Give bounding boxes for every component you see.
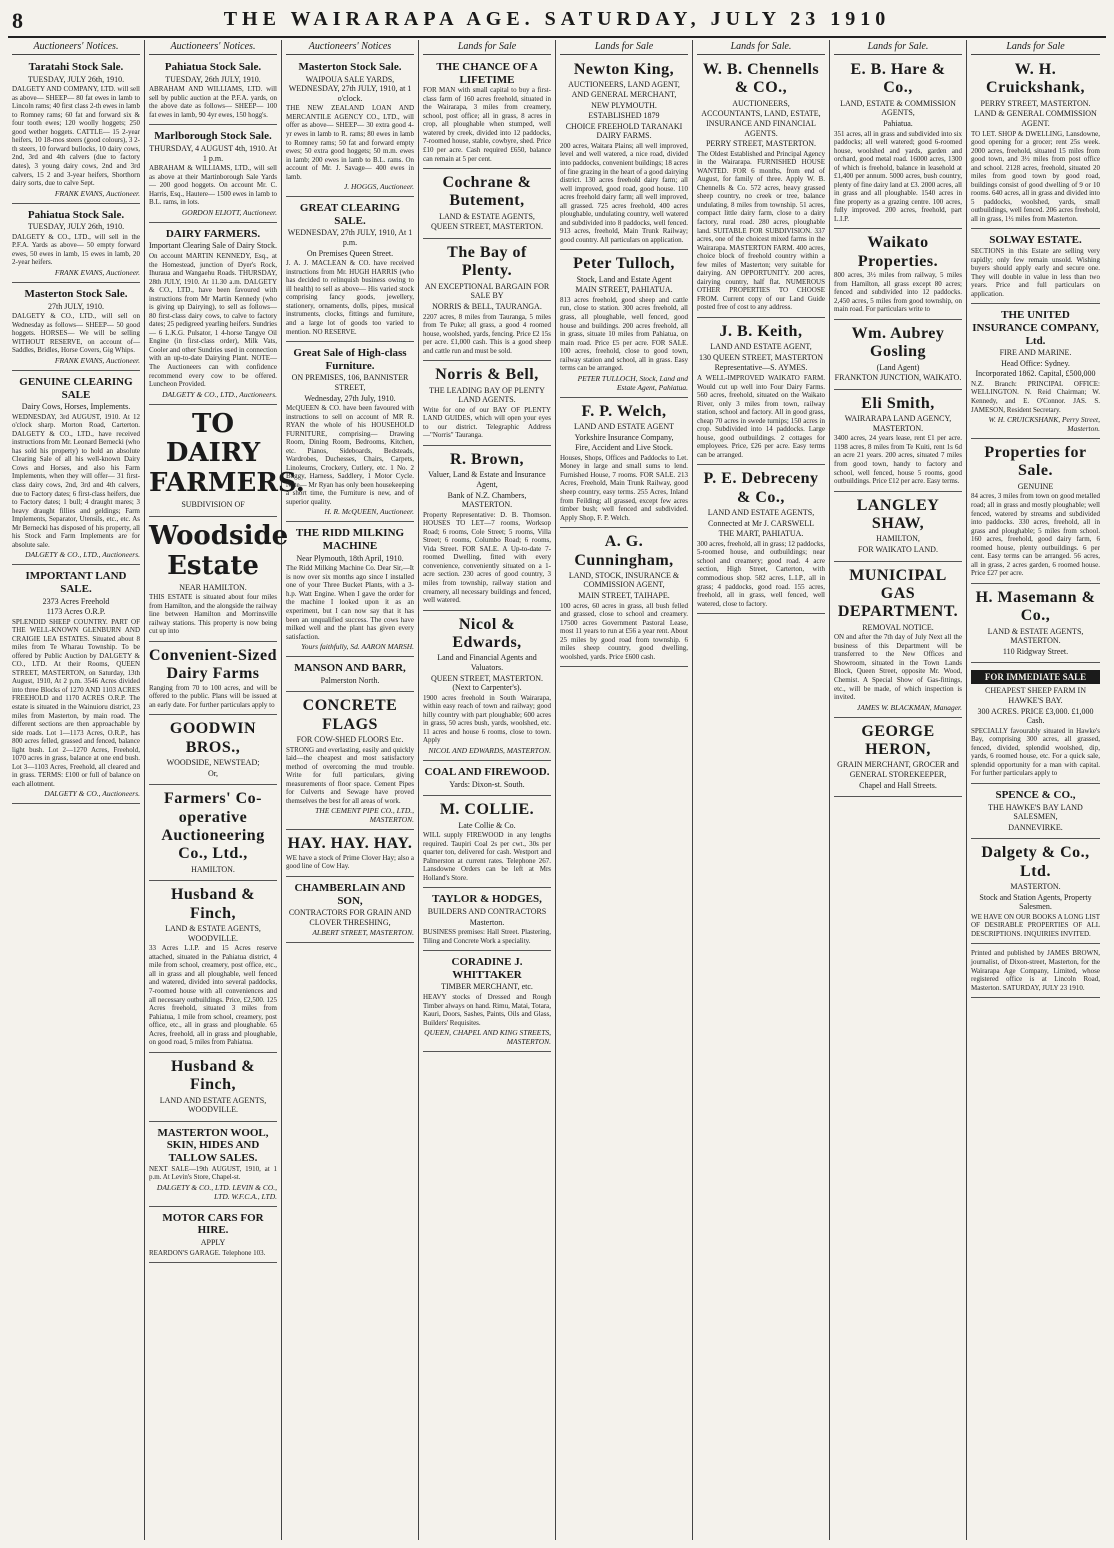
ad-body-text: WE HAVE ON OUR BOOKS A LONG LIST OF DESIRABLE PROPERTIES OF ALL DESCRIPTIONS. INQUIRIES INVITED. xyxy=(971,912,1100,938)
advertisement xyxy=(149,519,289,642)
ad-body-text: A WELL-IMPROVED WAIKATO FARM. Would cut up well into Four Dairy Farms. 560 acres, freehold, situated on the Waikato River, only 3 miles from town, railway station, school and factory. All in good grass, cheap 70 acres in swede turnips; 150 acres in crop. Subdivided into 14 paddocks. Large house, good outbuildings. 2 cottages for employees. Price, £26 per acre. Easy terms can be arranged. xyxy=(697,374,825,459)
ad-body-text: 3400 acres, 24 years lease, rent £1 per acre. 1198 acres, 8 miles from Te Kuiti, rent 1s 6d an acre 21 years. 200 acres, situated 7 miles from good town, handy to factory and school, well fenced, house 5 rooms, good outbuildings. Price £12 per acre. Easy terms. xyxy=(834,434,962,486)
ad-signature: JAMES W. BLACKMAN, Manager. xyxy=(856,702,962,712)
ad-title: P. E. Debreceny & Co., xyxy=(703,470,819,506)
ad-subtitle: Late Collie & Co. xyxy=(458,820,516,830)
ad-title: MANSON AND BARR, xyxy=(294,662,406,675)
ad-subtitle: Important Clearing Sale of Dairy Stock. xyxy=(149,241,277,251)
advertisement xyxy=(971,58,1100,229)
ad-subtitle: Connected at Mr J. CARSWELL xyxy=(708,518,814,528)
advertisement xyxy=(149,1209,277,1263)
ad-subtitle: DANNEVIRKE. xyxy=(1008,822,1063,832)
ad-subtitle: LAND AND ESTATE AGENT, xyxy=(710,342,812,352)
column-8 xyxy=(967,40,1104,1540)
ad-signature: THE CEMENT PIPE CO., LTD., MASTERTON. xyxy=(315,806,414,825)
advertisement xyxy=(834,720,962,798)
ad-body-text: 100 acres, 60 acres in grass, all bush felled and grassed, close to school and creamery. 17500 acres Government Pastoral Lease, most 11 years to run at £56 a year rent. About 25 miles by good road from township. 6 miles sheep country, good dwelling, woolshed, yards. Price £600 cash. xyxy=(560,601,688,661)
ad-title: Marlborough Stock Sale. xyxy=(154,130,272,143)
ad-subtitle: Representative—S. AYMES. xyxy=(714,363,808,373)
ad-subtitle: THE LEADING BAY OF PLENTY LAND AGENTS. xyxy=(429,385,545,405)
ad-subtitle: LAND, ESTATE & COMMISSION AGENTS, xyxy=(840,98,956,118)
ad-subtitle: TUESDAY, JULY 26th, 1910. xyxy=(27,222,125,232)
ad-subtitle: Masterton. xyxy=(469,917,505,927)
advertisement xyxy=(149,127,277,222)
ad-subtitle: LAND, STOCK, INSURANCE & COMMISSION AGENT, xyxy=(568,570,680,590)
ad-subtitle: 2373 Acres Freehold xyxy=(42,596,110,606)
advertisement xyxy=(834,564,962,718)
ad-subtitle: 130 QUEEN STREET, MASTERTON xyxy=(698,352,824,362)
advertisement xyxy=(423,763,551,796)
ad-subtitle: WEDNESDAY, 27th JULY, 1910, At 1 p.m. xyxy=(287,228,413,248)
ad-signature: DALGETY & CO., LTD., Auctioneers. xyxy=(162,389,277,399)
column-4 xyxy=(419,40,556,1540)
column-3 xyxy=(282,40,419,1540)
column-2 xyxy=(145,40,305,1540)
ad-body-text: THIS ESTATE is situated about four miles from Hamilton, and the alongside the railway line between Hamilton and Morrinsville railway stations. This property is now being cut up into xyxy=(149,593,277,636)
ad-body-text: WILL supply FIREWOOD in any lengths required. Taupiri Coal 2s per cwt., 30s per quarter ton, delivered for cash. Westport and Palmerston at current rates. Telephone 267. Lansdowne Orders can be left at Mrs Holland's Store. xyxy=(423,831,551,882)
ad-subtitle: Stock, Land and Estate Agent xyxy=(576,274,672,284)
ad-subtitle: BUILDERS AND CONTRACTORS xyxy=(427,906,547,916)
ad-subtitle: MAIN STREET, PAHIATUA. xyxy=(575,285,673,295)
ad-subtitle: Head Office: Sydney. xyxy=(1001,358,1070,368)
ad-body-text: SPLENDID SHEEP COUNTRY. PART OF THE WELL-KNOWN GLENBURN AND CRAIGIE LEA ESTATES. Situated about 8 miles from Te Wharau Township. To be offered by Public Auction by DALGETY & CO., LTD. At their Rooms, QUEEN STREET, MASTERTON, on Saturday, 13th August, 1910, At 2 p.m. 3546 Acres divided into three Blocks of 1270 AND 1103 ACRES FREEHOLD and 1170 ACRES O.R.P. The estate is situated in the Wainuioru district, 23 miles from Masterton, by main road. The different sections are then approachable by side roads. Lot 1—1173 Acres, O.R.P., has 800 acres felled, grassed and fenced, balance light bush. Lot 2—1270 Acres, Freehold, 1070 acres in grass, balance at one end bush. Lot 3—1103 Acres, Freehold, all cleared and in grass. TERMS: £100 or full of balance on each allotment. xyxy=(12,617,140,788)
ad-title: Husband & Finch, xyxy=(170,886,256,922)
ad-subtitle: Stock and Station Agents, Property Salesmen. xyxy=(979,892,1092,912)
advertisement xyxy=(423,798,551,888)
ad-body-text: BUSINESS premises: Hall Street. Plastering, Tiling and Concrete Work a speciality. xyxy=(423,928,551,945)
advertisement xyxy=(423,890,551,951)
ad-title: SOLWAY ESTATE. xyxy=(989,234,1082,247)
ad-title: MOTOR CARS FOR HIRE. xyxy=(162,1211,264,1237)
advertisement xyxy=(560,58,688,250)
advertisement xyxy=(12,58,140,204)
advertisement xyxy=(286,694,414,830)
column-1 xyxy=(8,40,145,1540)
ad-body-text: DALGETY & CO., LTD., will sell on Wednesday as follows— SHEEP— 50 good hoggets. HORSES— We will be selling WITHOUT RESERVE, on account of— Saddles, Bridles, Horse Covers, Gig Whips. xyxy=(12,312,140,355)
advertisement xyxy=(971,841,1100,944)
ad-body-text: HEAVY stocks of Dressed and Rough Timber always on hand. Rimu, Matai, Totara, Kauri, Doors, Sashes, Paints, Oils and Glass, Builders' Requisites. xyxy=(423,993,551,1027)
ad-subtitle: APPLY xyxy=(200,1237,226,1247)
ad-title: THE RIDD MILKING MACHINE xyxy=(295,527,405,553)
ad-signature: J. HOGGS, Auctioneer. xyxy=(343,182,414,192)
ad-title: M. COLLIE. xyxy=(439,801,535,819)
ad-body-text: J. A. J. MACLEAN & CO. have received instructions from Mr. HUGH HARRIS (who has decided to relinquish business owing to ill health) to sell as above— His varied stock comprising fancy goods, jewellery, stationery, ornaments, dolls, pipes, musical instruments, clocks, fittings and furniture, and a large lot of goods too varied to mention. NO RESERVE. xyxy=(286,259,414,336)
ad-subtitle: PERRY STREET, MASTERTON. xyxy=(980,98,1091,108)
advertisement xyxy=(971,441,1100,584)
ad-title: Farmers' Co-operative Auctioneering Co., Ltd., xyxy=(161,790,265,863)
advertisement xyxy=(149,787,277,881)
column-6 xyxy=(693,40,830,1540)
ad-subtitle: WAIPOUA SALE YARDS, WEDNESDAY, 27th JULY, 1910, at 1 o'clock. xyxy=(288,74,412,103)
ad-subtitle: Near Plymouth, 18th April, 1910. xyxy=(296,553,404,563)
ad-subtitle: SUBDIVISION OF xyxy=(181,500,245,510)
ad-subtitle: NEW PLYMOUTH. xyxy=(591,100,657,110)
ad-body-text: FOR MAN with small capital to buy a first-class farm of 160 acres freehold, situated in the Wairarapa, 3 miles from creamery, school, post office; all in grass, 8 acres in crop, all ploughable when stumped, well watered by creek, divided into 12 paddocks, 7-roomed house, stable, cowbyre, shed. Price £10 per acre. Cash required £650, balance can remain at 5 per cent. xyxy=(423,86,551,163)
advertisement xyxy=(12,206,140,283)
ad-title: DAIRY FARMERS. xyxy=(165,227,261,240)
advertisement xyxy=(423,171,551,239)
advertisement xyxy=(286,832,414,876)
ad-signature: H. R. McQUEEN, Auctioneer. xyxy=(324,507,414,517)
ad-body-text: 33 Acres L.I.P. and 15 Acres reserve attached, situated in the Pahiatua district, 4 mile from school, creamery, post office, etc., all in grass and all ploughable, well fenced and watered, divided into several paddocks, 7-roomed house with all conveniences and all necessary outbuildings. Price, £2,500. 125 Acres freehold, situated 3 miles from Pahiatua, 1 mile from school, creamery, post office, etc., all in grass and ploughable. 65 Acres, freehold, all in grass and ploughable, on good road, 5 miles from Pahiatua. xyxy=(149,944,277,1047)
ad-subtitle: Valuer, Land & Estate and Insurance Agent, xyxy=(428,470,546,489)
column-heading: Lands for Sale. xyxy=(834,40,962,55)
advertisement xyxy=(149,644,277,715)
ad-subtitle: LAND AND ESTATE AGENT xyxy=(573,422,675,432)
ad-subtitle: CONTRACTORS FOR GRAIN AND CLOVER THRESHING, xyxy=(288,908,412,927)
ad-title: GOODWIN BROS., xyxy=(169,720,257,756)
advertisement xyxy=(834,494,962,562)
advertisement xyxy=(149,58,277,125)
ad-subtitle: LAND AND ESTATE AGENTS, xyxy=(707,508,815,518)
ad-body-text: DALGETY & CO., LTD., will sell in the P.F.A. Yards as above— 50 empty forward ewes, 50 ewes in lamb, 15 ewes in lamb, 20 2-year heifers. xyxy=(12,232,140,267)
ad-subtitle: Chapel and Hall Streets. xyxy=(859,780,937,790)
ad-body-text: 300 acres, freehold, all in grass; 12 paddocks, 5-roomed house, and outbuildings; near school and creamery; good road. 4 acre section, High Street, Carterton, with commodious shop. 582 acres, L.I.P., all in grass; 4 paddocks, good road. 155 acres, freehold, all in grass, well fenced, well watered, close to factory. xyxy=(697,539,825,608)
advertisement xyxy=(971,231,1100,304)
advertisement xyxy=(149,1055,277,1122)
advertisement xyxy=(12,285,140,371)
advertisement xyxy=(423,613,551,761)
ad-body-text: DALGETY AND COMPANY, LTD. will sell as above— SHEEP— 80 fat ewes in lamb to Lincoln rams; 40 first class 2-th ewes in lamb to Romney rams; 60 fat and forward six & four tooth ewes; 120 woolly hoggets; 250 good wether hoggets. CATTLE— 15 2-year heifers, 10 18-mos steers (good colours), 3 2-th steers, 10 forward bullocks, 10 dairy cows, 2nd, 3rd and 4th calvers (due to factory dates), 3 young dairy cows, 2nd and 3rd calvers, 15 2 and 3-year heifers, Shorthorn dairy sorts, due to calve Sept. xyxy=(12,85,140,188)
ad-signature: GORDON ELIOTT, Auctioneer. xyxy=(181,207,277,217)
ad-subtitle: WOODSIDE, NEWSTEAD; xyxy=(166,758,260,768)
ad-title: COAL AND FIREWOOD. xyxy=(424,765,550,778)
ad-signature: QUEEN, CHAPEL AND KING STREETS, MASTERTON. xyxy=(424,1028,551,1047)
advertisement xyxy=(834,231,962,319)
ad-title: Newton King, xyxy=(573,61,675,78)
ad-subtitle: Pahiatua. xyxy=(883,118,913,128)
ad-title: H. Masemann & Co., xyxy=(975,588,1096,625)
ad-subtitle: NEAR HAMILTON. xyxy=(179,582,247,592)
advertisement xyxy=(971,786,1100,839)
advertisement xyxy=(423,241,551,361)
ad-body-text: 813 acres freehold, good sheep and cattle run, close to station. 300 acres freehold, all grass, all ploughable, well fenced, good house and buildings. 200 acres freehold, all in grass, situate 10 miles from Pahiatua, on main road. Price £5 per acre. FOR SALE. 100 acres, freehold, close to good town, railway station and school, all in grass. Easy terms can be arranged. xyxy=(560,295,688,373)
advertisement xyxy=(423,363,551,446)
ad-body-text: SECTIONS in this Estate are selling very rapidly; only few remain unsold. Wishing buyers should apply early and secure one. They will double in value in less than two years. Price and full particulars on application. xyxy=(971,247,1100,298)
ad-subtitle: ESTABLISHED 1879 xyxy=(588,111,660,121)
advertisement xyxy=(560,530,688,667)
column-heading: Lands for Sale xyxy=(423,40,551,55)
ad-body-text: The Oldest Established and Principal Agency in the Wairarapa. FURNISHED HOUSE WANTED. FOR 6 months, from end of August, for family of three. Apply W. B. Chennells & Co. 572 acres, heavy grassed sheep country, no creek or tree, balance undulating, 8 miles from township. 51 acres, compact little dairy farm, close to a dairy factory, rural road. 280 acres, ploughable land. SUITABLE FOR SUBDIVISION. 337 acres, one of the choicest mixed farms in the Wairarapa. MASTERTON FARM. 400 acres, choice block of freehold country within a few miles of Masterton; very suitable for dairying. AN OPPORTUNITY. 200 acres, dairying country, half flat. NUMEROUS OTHER PROPERTIES TO CHOOSE FROM. Current copy of our Land Guide posted free of cost to any address. xyxy=(697,149,825,312)
ad-subtitle: QUEEN STREET, MASTERTON. (Next to Carpenter's). xyxy=(430,673,544,693)
advertisement xyxy=(834,58,962,229)
ad-subtitle: THE MART, PAHIATUA. xyxy=(718,529,804,539)
page-number: 8 xyxy=(12,8,23,33)
ad-title: GREAT CLEARING SALE. xyxy=(299,202,401,227)
advertisement xyxy=(971,586,1100,664)
ad-subtitle: AN EXCEPTIONAL BARGAIN FOR SALE BY xyxy=(424,281,550,301)
ad-subtitle: Palmerston North. xyxy=(320,675,380,685)
advertisement xyxy=(12,567,140,804)
ad-body-text: SPECIALLY favourably situated in Hawke's Bay, comprising 300 acres, all grassed, fenced, divided, splendid woolshed, dip, yards, 6 roomed house, etc. For a quick sale, splendid opportunity for a man with capital. For further particulars apply to xyxy=(971,726,1100,778)
masthead xyxy=(8,6,1106,38)
ad-title: GEORGE HERON, xyxy=(861,722,935,758)
ad-subtitle: CHOICE FREEHOLD TARANAKI DAIRY FARMS. xyxy=(565,121,683,141)
ad-subtitle: ON PREMISES, 106, BANNISTER STREET, xyxy=(291,373,409,392)
ad-subtitle: NORRIS & BELL, TAURANGA. xyxy=(432,302,542,311)
ad-body-text: REARDON'S GARAGE. Telephone 103. xyxy=(149,1248,266,1257)
ad-signature: DALGETY & CO., LTD. LEVIN & CO., LTD. W.F.C.A., LTD. xyxy=(156,1182,277,1201)
ad-subtitle: Bank of N.Z. Chambers, MASTERTON. xyxy=(447,490,527,510)
ad-body-text: WE have a stock of Prime Clover Hay; also a good line of Cow Hay. xyxy=(286,853,414,871)
advertisement xyxy=(12,373,140,565)
columns-container xyxy=(8,40,1106,1540)
ad-subtitle: Dairy Cows, Horses, Implements. xyxy=(21,402,131,412)
ad-subtitle: THURSDAY, 4 AUGUST 4th, 1910. At 1 p.m. xyxy=(149,144,277,163)
ad-subtitle: Land and Financial Agents and Valuators. xyxy=(437,653,537,672)
ad-body-text: 1900 acres freehold in South Wairarapa, within easy reach of town and railway; good hilly country with part ploughable; 600 acres in grass, 50 acres bush, yards, woolshed, etc. 11 acres and house 6 rooms, close to town. Apply xyxy=(423,693,551,745)
advertisement xyxy=(423,448,551,611)
ad-title: Wm. Aubrey Gosling xyxy=(851,324,945,361)
ad-body-text: Houses, Shops, Offices and Paddocks to Let. Money in large and small sums to lend. Furnished House, 7 rooms. FOR SALE. 213 Acres, Freehold, Main Trunk Railway, good sheep country, easy terms. 255 Acres, Inland from Feilding; all grassed, except few acres timber bush; well fenced and subdivided. Apply Shop, F. P. Welch. xyxy=(560,453,688,522)
ad-subtitle: HAMILTON, xyxy=(876,534,920,544)
column-heading: Auctioneers' Notices. xyxy=(12,40,140,55)
advertisement xyxy=(149,225,277,405)
ad-subtitle: TUESDAY, JULY 26th, 1910. xyxy=(27,74,125,84)
ad-subtitle: FOR COW-SHED FLOORS Etc. xyxy=(296,735,404,745)
ad-title: R. Brown, xyxy=(450,450,524,468)
ad-subtitle: MASTERTON. xyxy=(1010,882,1061,892)
ad-signature: DALGETY & CO., Auctioneers. xyxy=(44,789,140,799)
ad-body-text: Ranging from 70 to 100 acres, and will be offered to the public. Plans will be issued at an early date. For further particulars apply to xyxy=(149,683,277,709)
ad-body-text: On account MARTIN KENNEDY, Esq., at the Homestead, junction of Dyer's Rock, Ihuraua and Wangaehu Roads. THURSDAY, 28th JULY, 1910. At 11.30 a.m. DALGETY & CO., LTD., have been favoured with instructions from Mr Martin Kennedy (who is giving up Dairying), to sell as follows— 80 first-class dairy cows, to calve to factory dates; 25 pedigreed yearling heifers. Sundries— 6 L.K.G. Pulsator, 1 4-horse Tangye Oil Engine (in first-class order), Milk Vats, Cooler and other Sundries used in connection with an up-to-date Dairying Plant. NOTE— The Auctioneers can with confidence recommend every cow to be offered. Luncheon Provided. xyxy=(149,252,277,389)
ad-signature: W. H. CRUICKSHANK, Perry Street, Masterton. xyxy=(988,415,1100,434)
ad-body-text: Write for one of our BAY OF PLENTY LAND GUIDES, which will open your eyes to our district. Telegraphic Address—"Norris" Tauranga. xyxy=(423,405,551,440)
advertisement xyxy=(971,665,1100,784)
ad-title: Peter Tulloch, xyxy=(573,255,675,273)
ad-body-text: Property Representative: D. B. Thomson. HOUSES TO LET—7 rooms, Worksop Road; 6 rooms, Cole Street; 5 rooms, Villa Street; 6 rooms, Columbo Road; 6 rooms, Vida Street. FOR SALE. A Up-to-date 7-roomed Dwelling, fitted with every convenience, conveniently situated on a 1-acre section. 230 acres of good country, 3 miles from township, railway station and creamery, all necessary buildings and fenced, well watered. xyxy=(423,510,551,605)
advertisement xyxy=(834,392,962,492)
ad-title: Great Sale of High-class Furniture. xyxy=(293,347,407,372)
ad-subtitle: WAIRARAPA LAND AGENCY, MASTERTON. xyxy=(844,414,952,433)
ad-title: MASTERTON WOOL, SKIN, HIDES AND TALLOW SALES. xyxy=(157,1126,269,1164)
ad-title: Properties for Sale. xyxy=(984,444,1087,480)
ad-subtitle: CHEAPEST SHEEP FARM IN HAWKE'S BAY. xyxy=(985,686,1086,705)
advertisement xyxy=(149,717,277,785)
ad-title: Husband & Finch, xyxy=(170,1057,256,1094)
ad-body-text: THE NEW ZEALAND LOAN AND MERCANTILE AGENCY CO., LTD., will offer as above— SHEEP— 30 extra good 4-yr ewes in lamb to R. rams; 80 ewes in lamb to Romney rams; 50 fat and forward empty ewes; 50 extra good hoggets; 50 m.m. ewes in lamb; 200 ewes in lamb to B.L. rams. On account of Mr. J. Savage— 400 ewes in lamb. xyxy=(286,104,414,181)
ad-subtitle: AUCTIONEERS, xyxy=(732,98,790,108)
ad-title: SPENCE & CO., xyxy=(995,788,1076,801)
ad-title: Masterton Stock Sale. xyxy=(24,287,128,300)
ad-signature: FRANK EVANS, Auctioneer. xyxy=(54,355,140,365)
ad-subtitle: TIMBER MERCHANT, etc. xyxy=(441,982,533,992)
ad-subtitle: (Land Agent) xyxy=(876,362,920,372)
ad-subtitle: Yards: Dixon-st. South. xyxy=(449,779,525,789)
ad-title: TO DAIRY FARMERS. xyxy=(149,408,305,499)
ad-title: MUNICIPAL GAS DEPARTMENT. xyxy=(837,566,959,621)
ad-body-text: The Ridd Milking Machine Co. Dear Sir,—It is now over six months ago since I installed one of your Three Bucket Plants, with a 3-h.p. Watt Engine. When I gave the order for the machine I looked upon it as an experiment, but I can now say that it has been an unqualified success. The cows have milked well and the plant has given every satisfaction. xyxy=(286,564,414,641)
ad-title: GENUINE CLEARING SALE xyxy=(19,375,133,401)
ad-subtitle: Fire, Accident and Live Stock. xyxy=(575,443,673,453)
ad-signature: Yours faithfully, Sd. AARON MARSH. xyxy=(301,642,414,652)
advertisement xyxy=(697,320,825,465)
ad-title: CONCRETE FLAGS xyxy=(302,697,398,733)
ad-body-text: 800 acres, 3½ miles from railway, 5 miles from Hamilton, all grass except 80 acres; fenced and subdivided into 12 paddocks. 2,450 acres, 5 miles from good township, on main road. For particulars write to xyxy=(834,271,962,314)
ad-title: THE UNITED INSURANCE COMPANY, Ltd. xyxy=(972,309,1099,347)
ad-title: Cochrane & Butement, xyxy=(442,174,532,210)
ad-subtitle: THE HAWKE'S BAY LAND SALESMEN, xyxy=(988,802,1083,822)
ad-subtitle: TUESDAY, 26th JULY, 1910. xyxy=(165,74,261,84)
column-heading: Lands for Sale xyxy=(971,40,1100,55)
ad-subtitle: LAND & ESTATE AGENTS, MASTERTON. xyxy=(987,626,1084,646)
ad-subtitle: PERRY STREET, MASTERTON. xyxy=(705,139,817,149)
ad-body-text: McQUEEN & CO. have been favoured with instructions to sell on account of MR R. RYAN the whole of his HOUSEHOLD FURNITURE, comprising— Drawing Room, Dining Room, Bedrooms, Kitchen, etc. Pianos, Sideboards, Bedsteads, Wardrobes, Duchesses, Chairs, Carpets, Linoleums, Crockery, Cutlery, etc. 1 No. 2 Buggy, Harness, Saddlery, 1 Motor Cycle. Note— Mr Ryan has only been housekeeping a short time, the Furniture is new, and of superior quality. xyxy=(286,404,414,506)
ad-title: Eli Smith, xyxy=(861,394,935,412)
ad-subtitle: MAIN STREET, TAIHAPE. xyxy=(578,591,670,601)
advertisement xyxy=(971,946,1100,998)
advertisement xyxy=(560,400,688,528)
ad-subtitle: 1173 Acres O.R.P. xyxy=(46,607,106,617)
advertisement xyxy=(286,58,414,197)
ad-signature: FRANK EVANS, Auctioneer. xyxy=(54,267,140,277)
advertisement xyxy=(423,58,551,169)
ad-body-text: ABRAHAM AND WILLIAMS, LTD. will sell by public auction at the P.F.A. yards, on the above date as follows— SHEEP— 100 fat ewes in lamb, 90 4yr ewes, 150 hogg's. xyxy=(149,85,277,119)
ad-subtitle: LAND & ESTATE AGENTS, WOODVILLE. xyxy=(165,924,261,943)
column-heading: Auctioneers' Notices. xyxy=(149,40,277,55)
ad-body-text: N.Z. Branch: PRINCIPAL OFFICE: WELLINGTON. N. Reid Chairman; W. Kennedy, and E. O'Connor. JAS. S. JAMESON, Resident Secretary. xyxy=(971,379,1100,414)
advertisement xyxy=(286,879,414,943)
ad-signature: DALGETY & CO., LTD., Auctioneers. xyxy=(25,550,140,560)
ad-title: Pahiatua Stock Sale. xyxy=(27,208,125,221)
ad-title: Norris & Bell, xyxy=(435,366,539,384)
ad-title: The Bay of Plenty. xyxy=(447,244,527,280)
ad-body-text: NEXT SALE—19th AUGUST, 1910, at 1 p.m. At Levin's Store, Chapel-st. xyxy=(149,1164,277,1182)
ad-banner-title: FOR IMMEDIATE SALE xyxy=(971,670,1100,684)
ad-subtitle: Incorporated 1862. Capital, £500,000 xyxy=(975,369,1096,379)
advertisement xyxy=(286,659,414,692)
ad-subtitle: HAMILTON. xyxy=(191,864,235,874)
ad-title: Taratahi Stock Sale. xyxy=(28,61,124,73)
ad-subtitle: AUCTIONEERS, LAND AGENT, AND GENERAL MERCHANT, xyxy=(568,80,680,99)
ad-subtitle: FOR WAIKATO LAND. xyxy=(858,544,938,554)
ad-signature: ALBERT STREET, MASTERTON. xyxy=(312,928,414,938)
column-heading: Lands for Sale xyxy=(560,40,688,55)
ad-body-text: 351 acres, all in grass and subdivided into six paddocks; all well watered; good 6-roomed house, woolshed and yards, garden and orchard, good metal road. 16000 acres, 1300 of which is freehold, balance in leasehold at £1,400 per annum. 5000 acres, bush country, plenty of fine dairy land at £3. 2000 acres, all in grass and all ploughable. 1540 acres in fine property as a grazing centre. 100 acres, fully improved. 200 acres, freehold, part L.I.P. xyxy=(834,129,962,223)
ad-body-text: 200 acres, Waitara Plains; all well improved, level and well watered, a nice road, divided into paddocks, convenient buildings; 18 acres of fine grazing in the heart of a good dairying district. 130 acres freehold dairy farm; all well improved, good road, good house. 110 acres freehold dairy farm; all well improved, all grassed. 725 acres freehold, 400 acres ploughable, undulating country, well watered and subdivided into 8 paddocks, well fenced. 913 acres, freehold, Main Trunk Railway; good country. All particulars on application. xyxy=(560,141,688,244)
ad-title: E. B. Hare & Co., xyxy=(850,61,946,97)
ad-title: Convenient-Sized Dairy Farms xyxy=(149,646,277,683)
ad-subtitle: Or, xyxy=(207,768,219,778)
ad-subtitle: LAND & ESTATE AGENTS, xyxy=(439,211,535,221)
advertisement xyxy=(149,407,305,517)
advertisement xyxy=(286,199,414,342)
advertisement xyxy=(286,344,414,522)
ad-title: Waikato Properties. xyxy=(857,234,939,270)
ad-title: CHAMBERLAIN AND SON, xyxy=(294,881,406,907)
ad-subtitle: 27th JULY, 1910. xyxy=(48,301,104,311)
ad-title: Pahiatua Stock Sale. xyxy=(164,61,262,73)
ad-title: IMPORTANT LAND SALE. xyxy=(25,570,127,595)
ad-title: Woodside Estate xyxy=(149,520,289,581)
ad-title: F. P. Welch, xyxy=(581,402,667,420)
ad-signature: PETER TULLOCH, Stock, Land and Estate Agent, Pahiatua. xyxy=(577,373,688,392)
ad-title: J. B. Keith, xyxy=(719,322,803,340)
ad-signature: FRANK EVANS, Auctioneer. xyxy=(54,188,140,198)
ad-body-text: WEDNESDAY, 3rd AUGUST, 1910. At 12 o'clock sharp. Morton Road, Carterton. DALGETY & CO., LTD., have received instructions from Mr. Leonard Bernecki (who has sold his property) to hold an absolute Clearing Sale of all his well-known Dairy Cows and Horses, and also his Farm Implements, when they will offer— 31 first-class dairy cows, 2nd, 3rd and 4th calvers, due to Factory dates; 6 first-class heifers, due to Factory dates; 1 bull; 4 draught mares; 3 heavy draught fillies and geldings; Farm Implements, Separator, Utensils, etc., etc. As Mr Bernecki has disposed of his property, all his Stock and Farm Implements are for absolute sale. xyxy=(12,412,140,549)
ad-title: CORADINE J. WHITTAKER xyxy=(451,956,523,981)
ad-title: LANGLEY SHAW, xyxy=(856,496,940,532)
ad-title: HAY. HAY. HAY. xyxy=(287,835,413,853)
advertisement xyxy=(149,883,277,1052)
advertisement xyxy=(560,252,688,397)
column-heading: Lands for Sale. xyxy=(697,40,825,55)
ad-body-text: 84 acres, 3 miles from town on good metalled road; all in grass and mostly ploughable; well fenced, watered by streams and subdivided into paddocks. 330 acres, freehold, all in grass and ploughable; 5 miles from school. 160 acres, freehold, good dairy farm, 6 roomed house, plenty outbuildings. 6 per cent. Easy terms can be arranged. 56 acres, all in grass, 2 acres garden, 6 roomed house. Price £27 per acre. xyxy=(971,492,1100,578)
advertisement xyxy=(834,322,962,390)
column-heading: Auctioneers' Notices xyxy=(286,40,414,55)
ad-body-text: STRONG and everlasting, easily and quickly laid—the cheapest and most satisfactory method of overcoming the mud trouble. Write for full particulars, giving measurements of floor space. Cement Pipes for Culverts and Sewage have proved themselves the best for all areas of work. xyxy=(286,745,414,805)
advertisement xyxy=(286,524,414,657)
ad-title: W. H. Cruickshank, xyxy=(986,61,1085,97)
ad-subtitle: Wednesday, 27th July, 1910. xyxy=(304,393,396,403)
ad-subtitle: FRANKTON JUNCTION, WAIKATO. xyxy=(834,373,962,383)
ad-title: TAYLOR & HODGES, xyxy=(432,893,542,906)
ad-subtitle: Yorkshire Insurance Company, xyxy=(574,432,674,442)
ad-subtitle: REMOVAL NOTICE. xyxy=(862,622,934,632)
ad-body-text: TO LET. SHOP & DWELLING, Lansdowne, good opening for a grocer; rent 25s week. 2000 acres, freehold, situated 15 miles from good town, and 3½ miles from post office and school. 2128 acres, freehold, situated 20 miles from good town by good road, buildings consist of good dwelling of 9 or 10 rooms. 640 acres, all in grass and divided into 5 paddocks, woolshed, yards, small outbuildings, well fenced. 206 acres freehold, all in grass, 1½ miles from Masterton. xyxy=(971,129,1100,223)
column-5 xyxy=(556,40,693,1540)
ad-title: Nicol & Edwards, xyxy=(452,615,522,651)
ad-subtitle: 300 ACRES. PRICE £3,000. £1,000 Cash. xyxy=(977,706,1094,726)
advertisement xyxy=(697,467,825,614)
ad-title: Masterton Stock Sale. xyxy=(298,61,402,73)
ad-subtitle: On Premises Queen Street. xyxy=(306,248,394,258)
column-7 xyxy=(830,40,967,1540)
advertisement xyxy=(697,58,825,318)
advertisement xyxy=(423,953,551,1052)
advertisement xyxy=(149,1124,277,1207)
ad-body-text: 2207 acres, 8 miles from Tauranga, 5 miles from Te Puke; all grass, a good 4 roomed house, woolshed, yards, fencing. Price £2 15s per acre. £1,000 cash. This is a good sheep and cattle run and must be sold. xyxy=(423,312,551,355)
ad-body-text: Printed and published by JAMES BROWN, journalist, of Dixon-street, Masterton, for the Wairarapa Age Company, Limited, whose registered office is at Lincoln Road, Masterton. SATURDAY, JULY 23 1910. xyxy=(971,949,1100,992)
ad-title: THE CHANCE OF A LIFETIME xyxy=(436,61,538,86)
newspaper-title: THE WAIRARAPA AGE. SATURDAY, JULY 23 1910 xyxy=(223,8,891,30)
ad-title: Dalgety & Co., Ltd. xyxy=(981,844,1090,880)
ad-body-text: ABRAHAM & WILLIAMS, LTD., will sell as above at their Martinborough Sale Yards— 200 good hoggets. On account Mr. C. Harris, Esq., Hautere— 1500 ewes in lamb to B.L. rams, in lots. xyxy=(149,164,277,207)
ad-subtitle: GENUINE xyxy=(1017,481,1054,491)
ad-subtitle: LAND AND ESTATE AGENTS, WOODVILLE. xyxy=(159,1095,267,1115)
ad-subtitle: LAND & GENERAL COMMISSION AGENT. xyxy=(974,109,1097,128)
ad-signature: NICOL AND EDWARDS, MASTERTON. xyxy=(428,745,551,755)
ad-title: A. G. Cunningham, xyxy=(574,533,674,569)
ad-subtitle: ACCOUNTANTS, LAND, ESTATE, INSURANCE AND FINANCIAL AGENTS. xyxy=(701,109,821,138)
ad-title: W. B. Chennells & CO., xyxy=(702,61,820,97)
ad-subtitle: GRAIN MERCHANT, GROCER and GENERAL STOREKEEPER, xyxy=(837,760,959,779)
ad-subtitle: FIRE AND MARINE. xyxy=(999,348,1072,358)
ad-subtitle: QUEEN STREET, MASTERTON. xyxy=(430,222,544,232)
ad-body-text: ON and after the 7th day of July Next all the business of this Department will be transferred to the New Offices and Showroom, situated in the Town Lands Block, Queen Street, opposite Mr. Wood, Chemist. A Special Show of Gas-fittings, etc., will be made, of which inspection is invited. xyxy=(834,633,962,702)
ad-subtitle: 110 Ridgway Street. xyxy=(1002,646,1069,656)
advertisement xyxy=(971,306,1100,439)
